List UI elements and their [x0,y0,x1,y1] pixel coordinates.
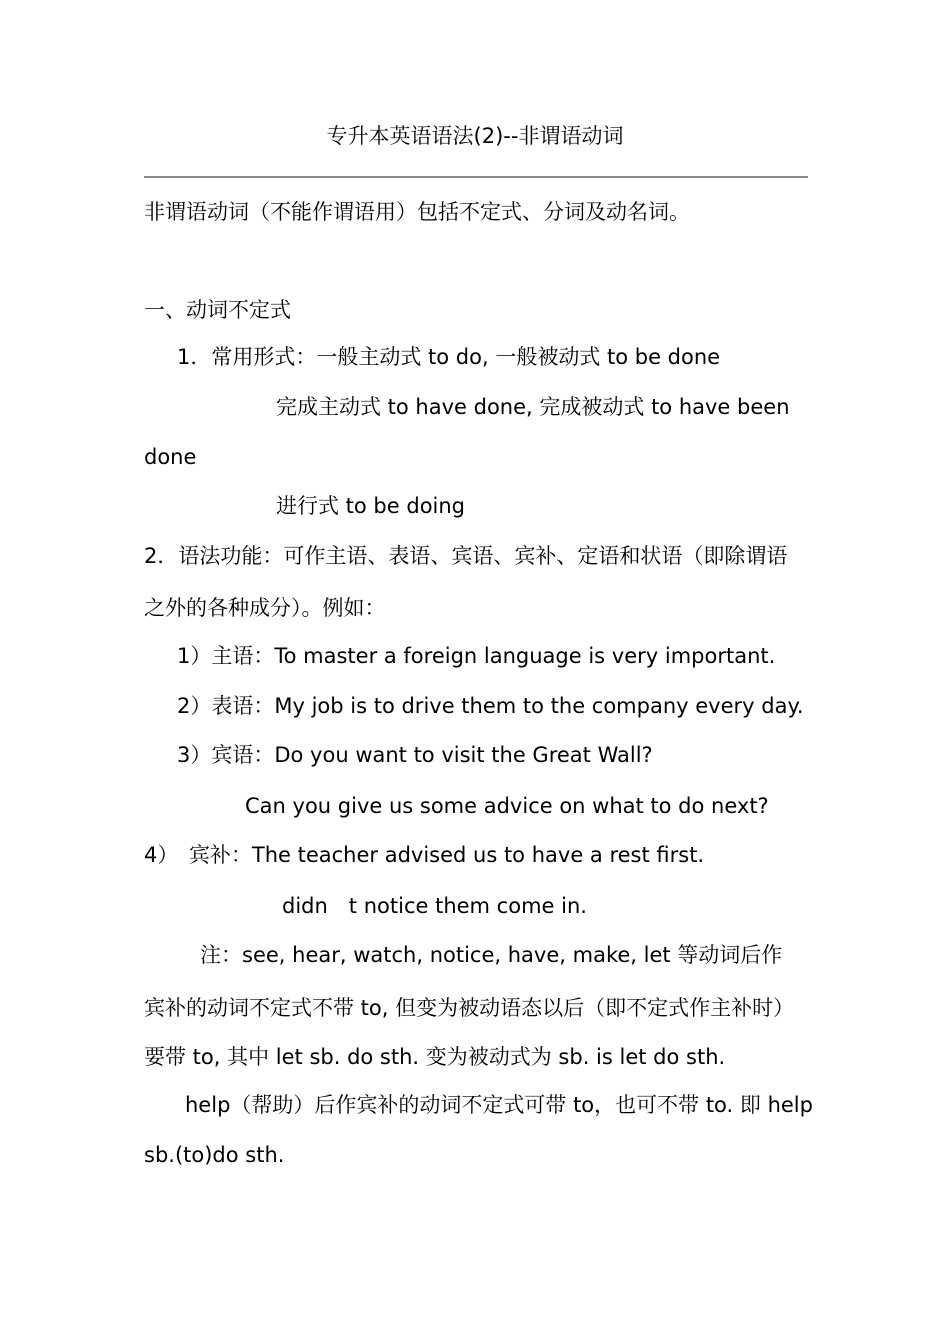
example-predicative: 2）表语：My job is to drive them to the company every day. [177,694,804,718]
forms-line-4: 进行式 to be doing [276,494,466,518]
document-title: 专升本英语语法(2)--非谓语动词 [326,124,624,148]
note-line-2: 宾补的动词不定式不带 to, 但变为被动语态以后（即不定式作主补时） [144,996,795,1020]
intro-paragraph: 非谓语动词（不能作谓语用）包括不定式、分词及动名词。 [144,200,690,224]
help-line-1: help（帮助）后作宾补的动词不定式可带 to，也可不带 to. 即 help [185,1093,813,1117]
forms-line-2: 完成主动式 to have done, 完成被动式 to have been [276,395,790,419]
function-line-2: 之外的各种成分）。例如： [144,596,386,620]
example-complement-2: didn t notice them come in. [282,894,587,918]
note-line-1: 注：see, hear, watch, notice, have, make, let 等动词后作 [200,943,783,967]
title-divider [144,176,808,178]
note-line-3: 要带 to, 其中 let sb. do sth. 变为被动式为 sb. is let do sth. [144,1045,726,1069]
example-object-1: 3）宾语：Do you want to visit the Great Wall? [177,743,653,767]
section-heading-infinitive: 一、动词不定式 [144,298,291,322]
example-subject: 1）主语：To master a foreign language is very important. [177,644,776,668]
help-line-2: sb.(to)do sth. [144,1143,285,1167]
example-object-2: Can you give us some advice on what to do next? [245,794,769,818]
forms-line-3: done [144,445,197,469]
example-complement-1: 4） 宾补：The teacher advised us to have a rest first. [144,843,705,867]
function-line-1: 2．语法功能：可作主语、表语、宾语、宾补、定语和状语（即除谓语 [144,544,788,568]
forms-line-1: 1．常用形式：一般主动式 to do, 一般被动式 to be done [177,345,721,369]
